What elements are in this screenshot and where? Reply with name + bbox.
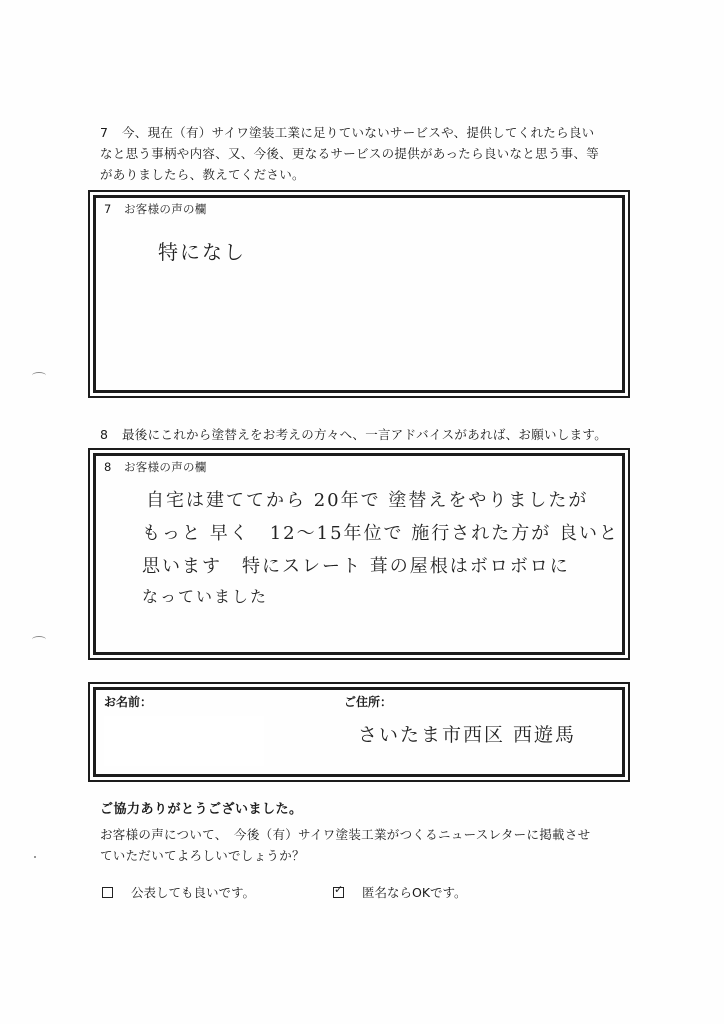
option-label: 匿名ならOKです。 <box>362 885 467 900</box>
answer-box-label: 8 お客様の声の欄 <box>104 460 207 474</box>
question-line: 今、現在（有）サイワ塗装工業に足りていないサービスや、提供してくれたら良い <box>122 125 595 140</box>
option-anonymous[interactable] <box>333 883 467 901</box>
handwritten-answer-line: 自宅は建ててから 20年で 塗替えをやりましたが <box>146 490 589 511</box>
answer-box-label: 7 お客様の声の欄 <box>104 202 207 216</box>
scan-speck <box>34 856 36 858</box>
question-line: 最後にこれから塗替えをお考えの方々へ、一言アドバイスがあれば、お願いします。 <box>122 427 608 442</box>
answer-box-8 <box>88 448 630 660</box>
contact-box-inner <box>93 687 625 777</box>
handwritten-answer: 特になし <box>158 240 246 264</box>
option-public[interactable] <box>102 883 255 901</box>
punch-hole-mark <box>32 372 46 379</box>
handwritten-answer-line: 思います 特にスレート 葺の屋根はボロボロに <box>142 556 570 577</box>
handwritten-answer-line: なっていました <box>142 587 269 606</box>
handwritten-address: さいたま市西区 西遊馬 <box>358 724 577 746</box>
question-7-text <box>100 122 640 185</box>
option-label: 公表しても良いです。 <box>131 885 256 900</box>
name-label: お名前： <box>104 695 153 709</box>
question-number: 8 <box>100 427 109 442</box>
consent-line: お客様の声について、 今後（有）サイワ塗装工業がつくるニュースレターに掲載させ <box>100 827 591 842</box>
answer-box-inner <box>93 195 625 393</box>
punch-hole-mark <box>32 636 46 643</box>
thanks-message: ご協力ありがとうございました。 <box>100 802 303 817</box>
answer-box-inner <box>93 453 625 655</box>
contact-box <box>88 682 630 782</box>
address-label: ご住所： <box>344 695 393 709</box>
consent-line: ていただいてよろしいでしょうか？ <box>100 848 305 863</box>
question-8-text <box>100 424 640 445</box>
answer-box-7 <box>88 190 630 398</box>
question-line: なと思う事柄や内容、又、今後、更なるサービスの提供があったら良いなと思う事、等 <box>100 146 600 161</box>
question-line: がありましたら、教えてください。 <box>100 167 305 182</box>
name-redaction <box>104 716 264 766</box>
consent-question <box>100 824 640 866</box>
check-mark-icon: ✓ <box>334 882 344 896</box>
checkbox-public[interactable] <box>102 887 113 898</box>
checkbox-anonymous[interactable] <box>333 882 344 898</box>
question-number: 7 <box>100 125 109 140</box>
handwritten-answer-line: もっと 早く 12～15年位で 施行された方が 良いと <box>142 523 619 544</box>
